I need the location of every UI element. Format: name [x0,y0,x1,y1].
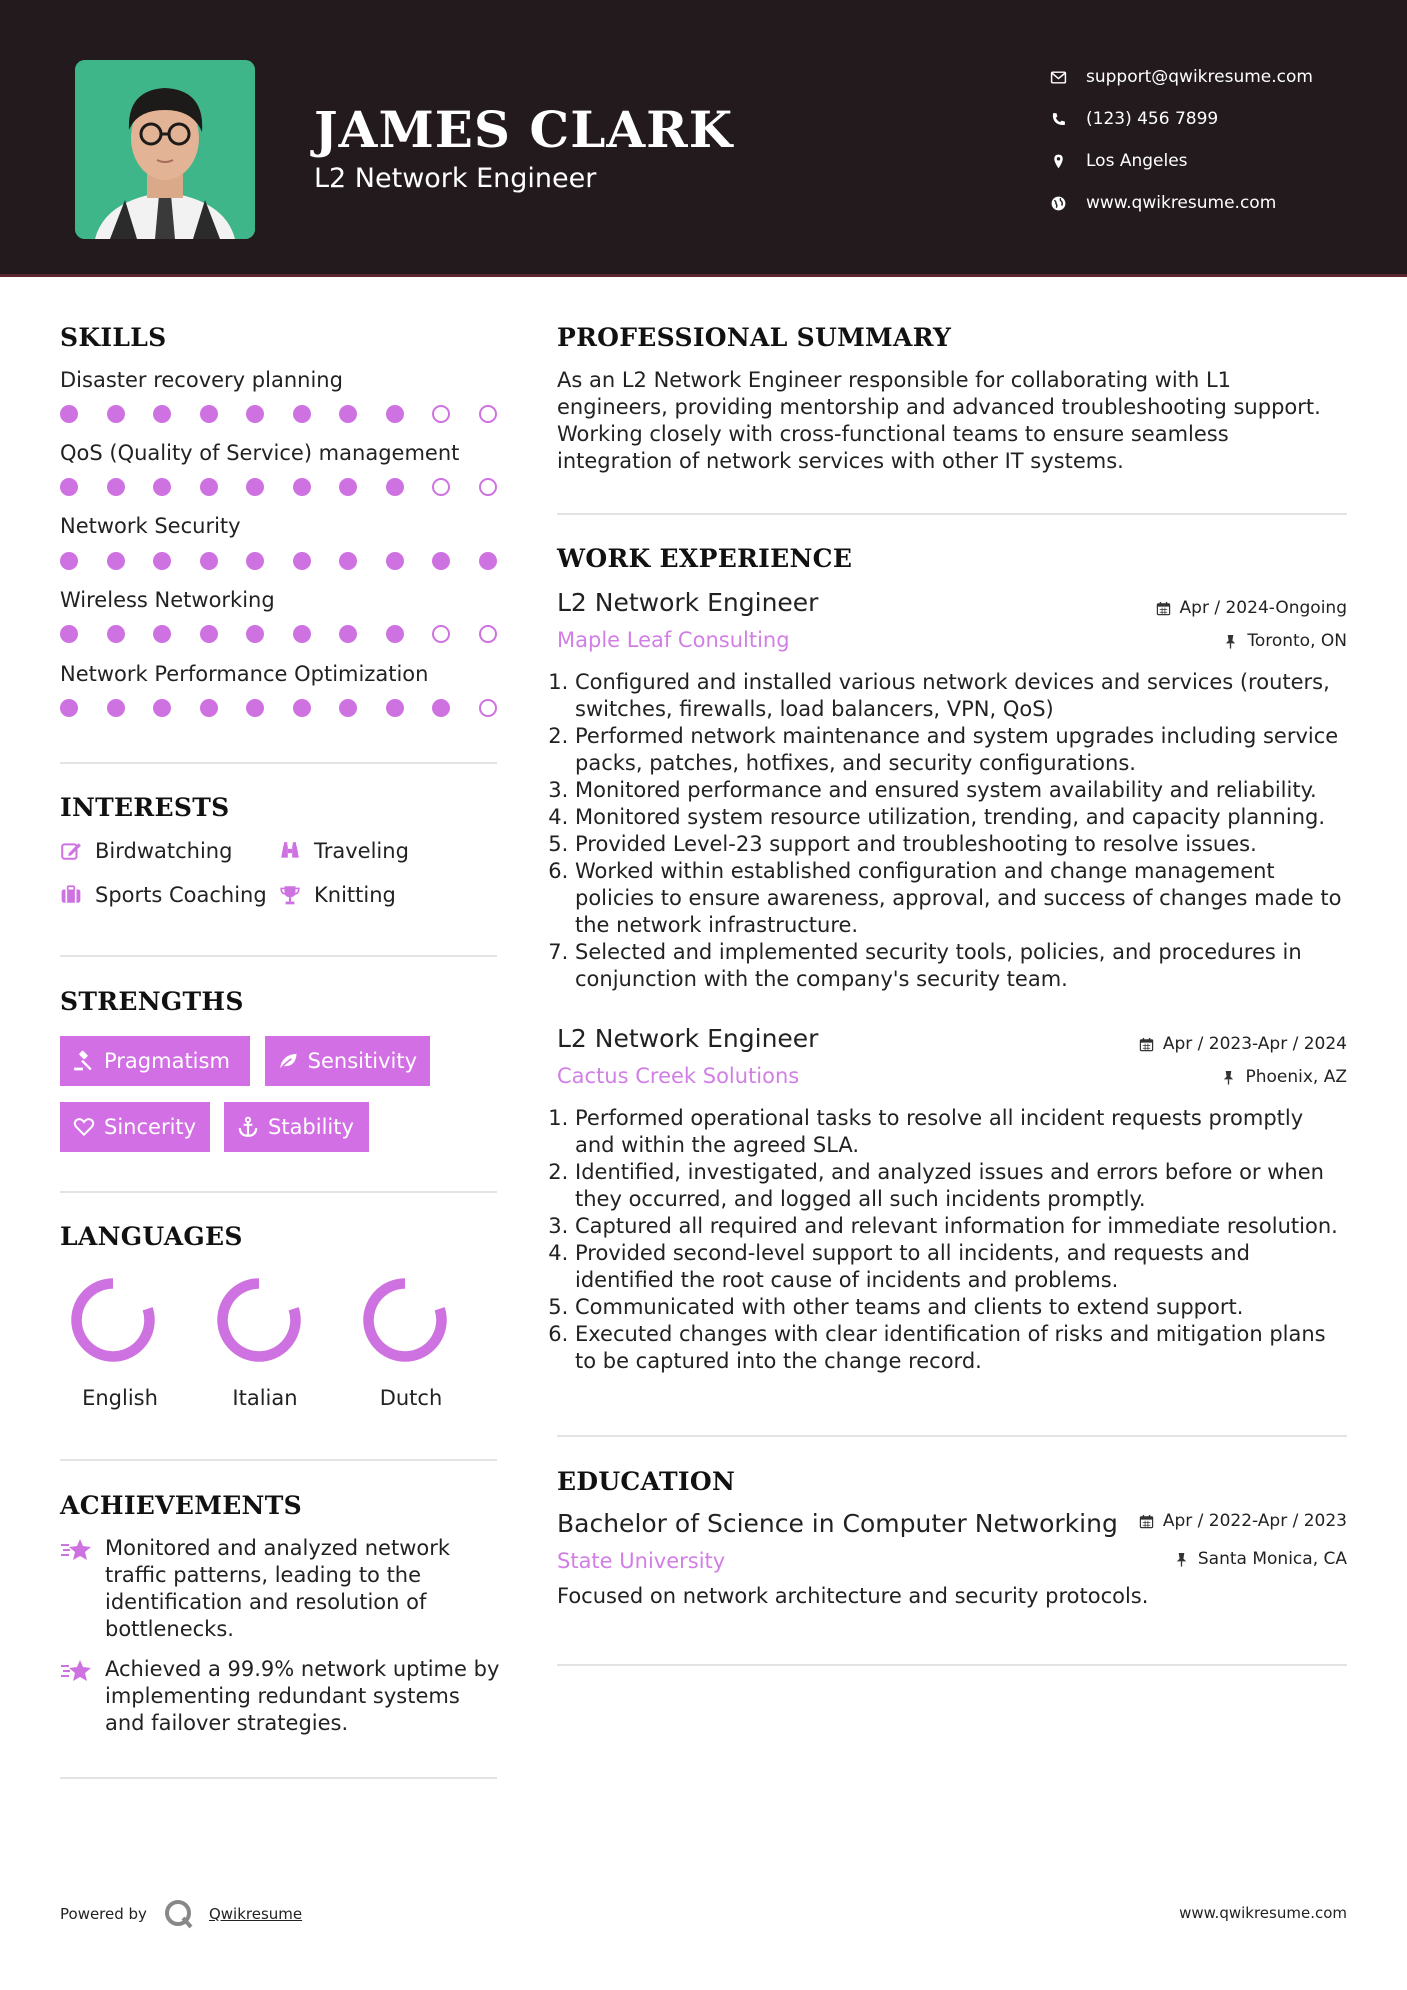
interest-label: Knitting [314,883,396,907]
company-name: Maple Leaf Consulting [557,628,790,652]
education-date-text: Apr / 2022-Apr / 2023 [1162,1511,1347,1531]
skill-name: Network Performance Optimization [60,662,429,686]
section-divider [60,955,497,957]
skill-dot-filled [200,699,218,717]
heart-icon [73,1116,95,1138]
skill-dot-empty [432,478,450,496]
skill-dot-empty [479,478,497,496]
contact-email-text: support@qwikresume.com [1086,67,1313,87]
header-banner [0,0,1407,277]
degree-title: Bachelor of Science in Computer Networking [557,1509,1118,1538]
interest-label: Birdwatching [95,839,233,863]
job-location-text: Toronto, ON [1247,631,1347,651]
map-pin-icon [1050,153,1086,170]
experience-title: WORK EXPERIENCE [557,544,853,573]
trophy-icon [279,884,301,906]
skill-rating [60,478,500,496]
achievement-item [60,1535,500,1643]
skill-dot-filled [246,625,264,643]
job-date [1139,1034,1347,1054]
skill-dot-filled [339,405,357,423]
job-bullet: 2. Performed network maintenance and system upgrades including service packs, patches, hotfixes, and security configurations. [575,723,1347,777]
section-divider [557,513,1347,515]
skill-dot-filled [246,552,264,570]
candidate-name: JAMES CLARK [314,100,734,159]
skill-dot-filled [153,625,171,643]
skill-dot-filled [60,405,78,423]
job-title: L2 Network Engineer [557,588,819,617]
contact-website-text: www.qwikresume.com [1086,193,1277,213]
strength-badge [224,1102,369,1152]
job-location [1223,631,1347,651]
anchor-icon [237,1116,259,1138]
section-divider [60,1777,497,1779]
interest-label: Sports Coaching [95,883,267,907]
company-name: Cactus Creek Solutions [557,1064,800,1088]
strength-label: Sensitivity [307,1049,417,1073]
powered-by-text: Powered by [60,1905,147,1923]
education-date [1139,1511,1347,1531]
skill-dot-filled [293,552,311,570]
skill-dot-filled [107,625,125,643]
language-label: Dutch [379,1386,443,1410]
calendar-icon [1156,601,1171,616]
education-description: Focused on network architecture and security protocols. [557,1584,1149,1608]
skill-dot-filled [432,699,450,717]
shooting-star-icon [60,1537,92,1563]
language-label: Italian [232,1386,298,1410]
suitcase-icon [60,884,82,906]
skill-dot-filled [246,699,264,717]
skill-dot-filled [339,699,357,717]
job-bullet: 6. Worked within established configuration and change management policies to ensure awareness, approval, and success of changes made to the network infrastructure. [575,858,1347,939]
skill-dot-filled [107,552,125,570]
language-gauge [63,1272,163,1372]
strength-label: Sincerity [104,1115,197,1139]
job-bullet: 5. Provided Level-23 support and troubleshooting to resolve issues. [575,831,1347,858]
skill-dot-empty [479,625,497,643]
pushpin-icon [1221,1070,1236,1085]
interest-item [279,839,409,863]
footer-powered-by [60,1898,302,1930]
job-bullet: 1. Configured and installed various network devices and services (routers, switches, firewalls, load balancers, VPN, QoS) [575,669,1347,723]
qwikresume-link[interactable]: Qwikresume [208,1905,303,1923]
skill-dot-empty [479,699,497,717]
pushpin-icon [1174,1552,1189,1567]
skill-dot-filled [60,478,78,496]
job-date-text: Apr / 2023-Apr / 2024 [1162,1034,1347,1054]
gavel-icon [73,1050,95,1072]
skill-dot-filled [60,625,78,643]
job-date [1156,598,1347,618]
skill-name: QoS (Quality of Service) management [60,441,460,465]
skill-dot-filled [153,405,171,423]
skill-dot-filled [293,405,311,423]
section-divider [557,1435,1347,1437]
skill-dot-filled [386,478,404,496]
skill-dot-filled [339,625,357,643]
job-bullet: 1. Performed operational tasks to resolve all incident requests promptly and within the agreed SLA. [575,1105,1347,1159]
job-date-text: Apr / 2024-Ongoing [1179,598,1347,618]
skill-dot-filled [479,552,497,570]
section-divider [60,1459,497,1461]
job-title: L2 Network Engineer [557,1024,819,1053]
language-gauge [355,1272,455,1372]
job-bullet: 3. Monitored performance and ensured system availability and reliability. [575,777,1347,804]
skill-dot-filled [60,552,78,570]
interest-label: Traveling [314,839,409,863]
summary-text: As an L2 Network Engineer responsible for collaborating with L1 engineers, providing mentorship and advanced troubleshooting support. Working closely with cross-functional teams to ensure seamless integration of network services with other IT systems. [557,368,1321,473]
skill-name: Wireless Networking [60,588,275,612]
contact-phone[interactable] [1050,98,1313,140]
interest-item [60,883,267,907]
profile-photo [75,60,255,239]
skill-dot-filled [293,699,311,717]
strength-badge [60,1036,250,1086]
skill-dot-filled [293,625,311,643]
section-divider [60,1191,497,1193]
job-bullet: 7. Selected and implemented security tools, policies, and procedures in conjunction with the company's security team. [575,939,1347,993]
job-bullet: 2. Identified, investigated, and analyzed issues and errors before or when they occurred, and logged all such incidents promptly. [575,1159,1347,1213]
achievement-text: Achieved a 99.9% network uptime by implementing redundant systems and failover strategies. [105,1657,500,1735]
skill-dot-filled [386,699,404,717]
skill-rating [60,405,500,423]
contact-location-text: Los Angeles [1086,151,1188,171]
job-bullets [557,1105,1347,1375]
skill-rating [60,699,500,717]
calendar-icon [1139,1037,1154,1052]
skill-name: Network Security [60,514,241,538]
strength-label: Pragmatism [104,1049,230,1073]
interest-item [279,883,396,907]
strength-label: Stability [268,1115,354,1139]
summary-title: PROFESSIONAL SUMMARY [557,323,952,352]
job-bullet: 3. Captured all required and relevant information for immediate resolution. [575,1213,1347,1240]
strength-badge [60,1102,210,1152]
education-location-text: Santa Monica, CA [1197,1549,1347,1569]
section-divider [557,1664,1347,1666]
skill-dot-filled [386,552,404,570]
skill-dot-filled [386,625,404,643]
job-bullet: 4. Monitored system resource utilization, trending, and capacity planning. [575,804,1347,831]
footer-url[interactable]: www.qwikresume.com [1179,1904,1347,1922]
achievement-item [60,1656,500,1737]
skill-dot-filled [339,552,357,570]
skill-dot-empty [479,405,497,423]
skills-title: SKILLS [60,323,167,352]
job-bullet: 5. Communicated with other teams and clients to extend support. [575,1294,1347,1321]
skill-dot-filled [386,405,404,423]
contact-phone-text: (123) 456 7899 [1086,109,1219,129]
skill-dot-filled [200,405,218,423]
education-title: EDUCATION [557,1467,736,1496]
phone-icon [1050,111,1086,128]
skill-dot-filled [339,478,357,496]
contact-list [1050,56,1313,224]
section-divider [60,762,497,764]
interests-title: INTERESTS [60,793,230,822]
skill-dot-filled [200,478,218,496]
skill-dot-filled [293,478,311,496]
job-bullets [557,669,1347,993]
skill-dot-filled [246,405,264,423]
skill-dot-filled [107,699,125,717]
skill-dot-filled [153,478,171,496]
skill-dot-filled [107,478,125,496]
strengths-title: STRENGTHS [60,987,244,1016]
pencil-square-icon [60,840,82,862]
calendar-icon [1139,1514,1154,1529]
education-location [1174,1549,1347,1569]
pushpin-icon [1223,634,1238,649]
qwikresume-logo-icon [163,1898,195,1930]
job-location [1221,1067,1347,1087]
skill-dot-empty [432,405,450,423]
skill-dot-filled [200,552,218,570]
school-name: State University [557,1549,726,1573]
contact-email[interactable] [1050,56,1313,98]
achievement-text: Monitored and analyzed network traffic patterns, leading to the identification and resolution of bottlenecks. [105,1536,451,1641]
skill-name: Disaster recovery planning [60,368,343,392]
job-bullet: 4. Provided second-level support to all incidents, and requests and identified the root cause of incidents and problems. [575,1240,1347,1294]
language-label: English [82,1386,158,1410]
achievements-title: ACHIEVEMENTS [60,1491,302,1520]
job-bullet: 6. Executed changes with clear identification of risks and mitigation plans to be captured into the change record. [575,1321,1347,1375]
job-location-text: Phoenix, AZ [1245,1067,1347,1087]
candidate-role: L2 Network Engineer [314,163,597,194]
skill-dot-filled [153,552,171,570]
globe-icon [1050,195,1086,212]
skill-rating [60,552,500,570]
skill-rating [60,625,500,643]
binoculars-icon [279,840,301,862]
contact-website[interactable] [1050,182,1313,224]
leaf-icon [278,1050,299,1072]
skill-dot-filled [153,699,171,717]
languages-title: LANGUAGES [60,1222,243,1251]
contact-location [1050,140,1313,182]
shooting-star-icon [60,1658,92,1684]
language-gauge [209,1272,309,1372]
header-divider [0,274,1407,277]
skill-dot-filled [60,699,78,717]
interest-item [60,839,232,863]
envelope-icon [1050,69,1086,86]
skill-dot-empty [432,625,450,643]
skill-dot-filled [107,405,125,423]
skill-dot-filled [200,625,218,643]
skill-dot-filled [432,552,450,570]
skill-dot-filled [246,478,264,496]
strength-badge [265,1036,430,1086]
